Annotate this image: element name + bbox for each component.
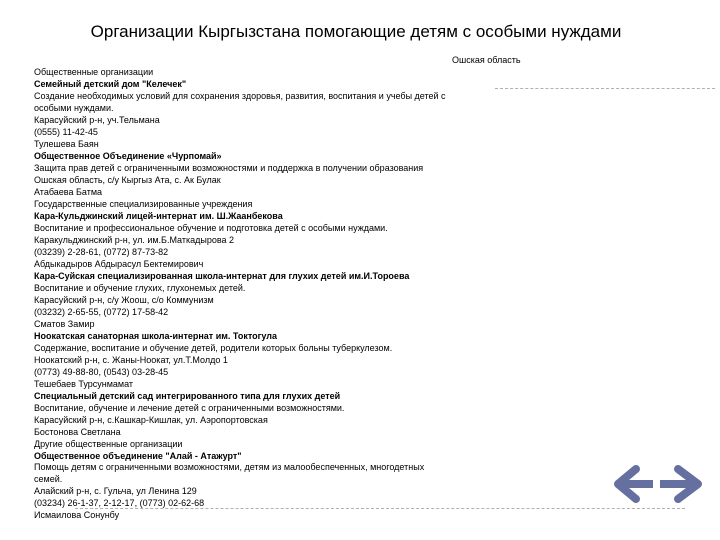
list-line: Воспитание и профессиональное обучение и подготовка детей с особыми нуждами.	[34, 222, 388, 233]
list-line: (0773) 49-88-80, (0543) 03-28-45	[34, 366, 169, 377]
list-line: Ошская область, с/у Кыргыз Ата, с. Ак Булак	[34, 174, 221, 185]
list-line: Воспитание и обучение глухих, глухонемых детей.	[34, 282, 246, 293]
next-slide-button[interactable]	[658, 465, 704, 503]
list-line: (0555) 11-42-45	[34, 126, 98, 137]
organization-name: Ноокатская санаторная школа-интернат им. Токтогула	[34, 330, 277, 341]
list-line: Содержание, воспитание и обучение детей, родители которых больны туберкулезом.	[34, 342, 393, 353]
list-line: Тулешева Баян	[34, 138, 99, 149]
organization-list	[34, 67, 446, 522]
region-label: Ошская область	[452, 55, 521, 65]
arrow-right-icon	[660, 469, 698, 499]
list-line: Тешебаев Турсунмамат	[34, 378, 134, 389]
list-line: (03232) 2-65-55, (0772) 17-58-42	[34, 306, 169, 317]
list-line: Абдыкадыров Абдырасул Бектемирович	[34, 258, 204, 269]
list-line: Карасуйский р-н, с/у Жоош, с/о Коммунизм	[34, 294, 214, 305]
list-line: Ноокатский р-н, с. Жаны-Ноокат, ул.Т.Молдо 1	[34, 354, 228, 365]
organization-name: Кара-Суйская специализированная школа-интернат для глухих детей им.И.Тороева	[34, 270, 410, 281]
list-line: Воспитание, обучение и лечение детей с ограниченными возможностями.	[34, 402, 345, 413]
list-line: Другие общественные организации	[34, 438, 183, 449]
arrow-left-icon	[618, 469, 653, 499]
list-line: Общественные организации	[34, 67, 154, 77]
list-line: семей.	[34, 474, 63, 485]
list-line: Карасуйский р-н, с.Кашкар-Кишлак, ул. Аэропортовская	[34, 414, 268, 425]
list-line: Сматов Замир	[34, 318, 95, 329]
list-line: особыми нуждами.	[34, 102, 114, 113]
list-line: Защита прав детей с ограниченными возможностями и поддержка в получении образования	[34, 162, 424, 173]
organization-name: Общественное Объединение «Чурпомай»	[34, 150, 222, 161]
list-line: Государственные специализированные учреждения	[34, 198, 253, 209]
divider-top	[495, 88, 715, 89]
list-line: Алайский р-н, с. Гульча, ул Ленина 129	[34, 486, 197, 497]
list-line: Помощь детям с ограниченными возможностями, детям из малообеспеченных, многодетных	[34, 462, 425, 473]
list-line: Бостонова Светлана	[34, 426, 121, 437]
list-line: (03239) 2-28-61, (0772) 87-73-82	[34, 246, 169, 257]
organization-name: Общественное объединение "Алай - Атажурт"	[34, 450, 242, 461]
organization-name: Специальный детский сад интегрированного типа для глухих детей	[34, 390, 341, 401]
list-line: Каракульджинский р-н, ул. им.Б.Маткадырова 2	[34, 234, 235, 245]
list-line: Атабаева Батма	[34, 186, 103, 197]
organization-name: Кара-Кульджинский лицей-интернат им. Ш.Жаанбекова	[34, 210, 283, 221]
list-line: Карасуйский р-н, уч.Тельмана	[34, 114, 160, 125]
list-line: Создание необходимых условий для сохранения здоровья, развития, воспитания и учебы детей с	[34, 90, 446, 101]
list-line: Исмаилова Сонунбу	[34, 510, 120, 521]
page-title: Организации Кыргызстана помогающие детям с особыми нуждами	[90, 22, 622, 41]
prev-slide-button[interactable]	[612, 465, 656, 503]
organization-name: Семейный детский дом "Келечек"	[34, 78, 187, 89]
list-line: (03234) 26-1-37, 2-12-17, (0773) 02-62-68	[34, 498, 205, 509]
